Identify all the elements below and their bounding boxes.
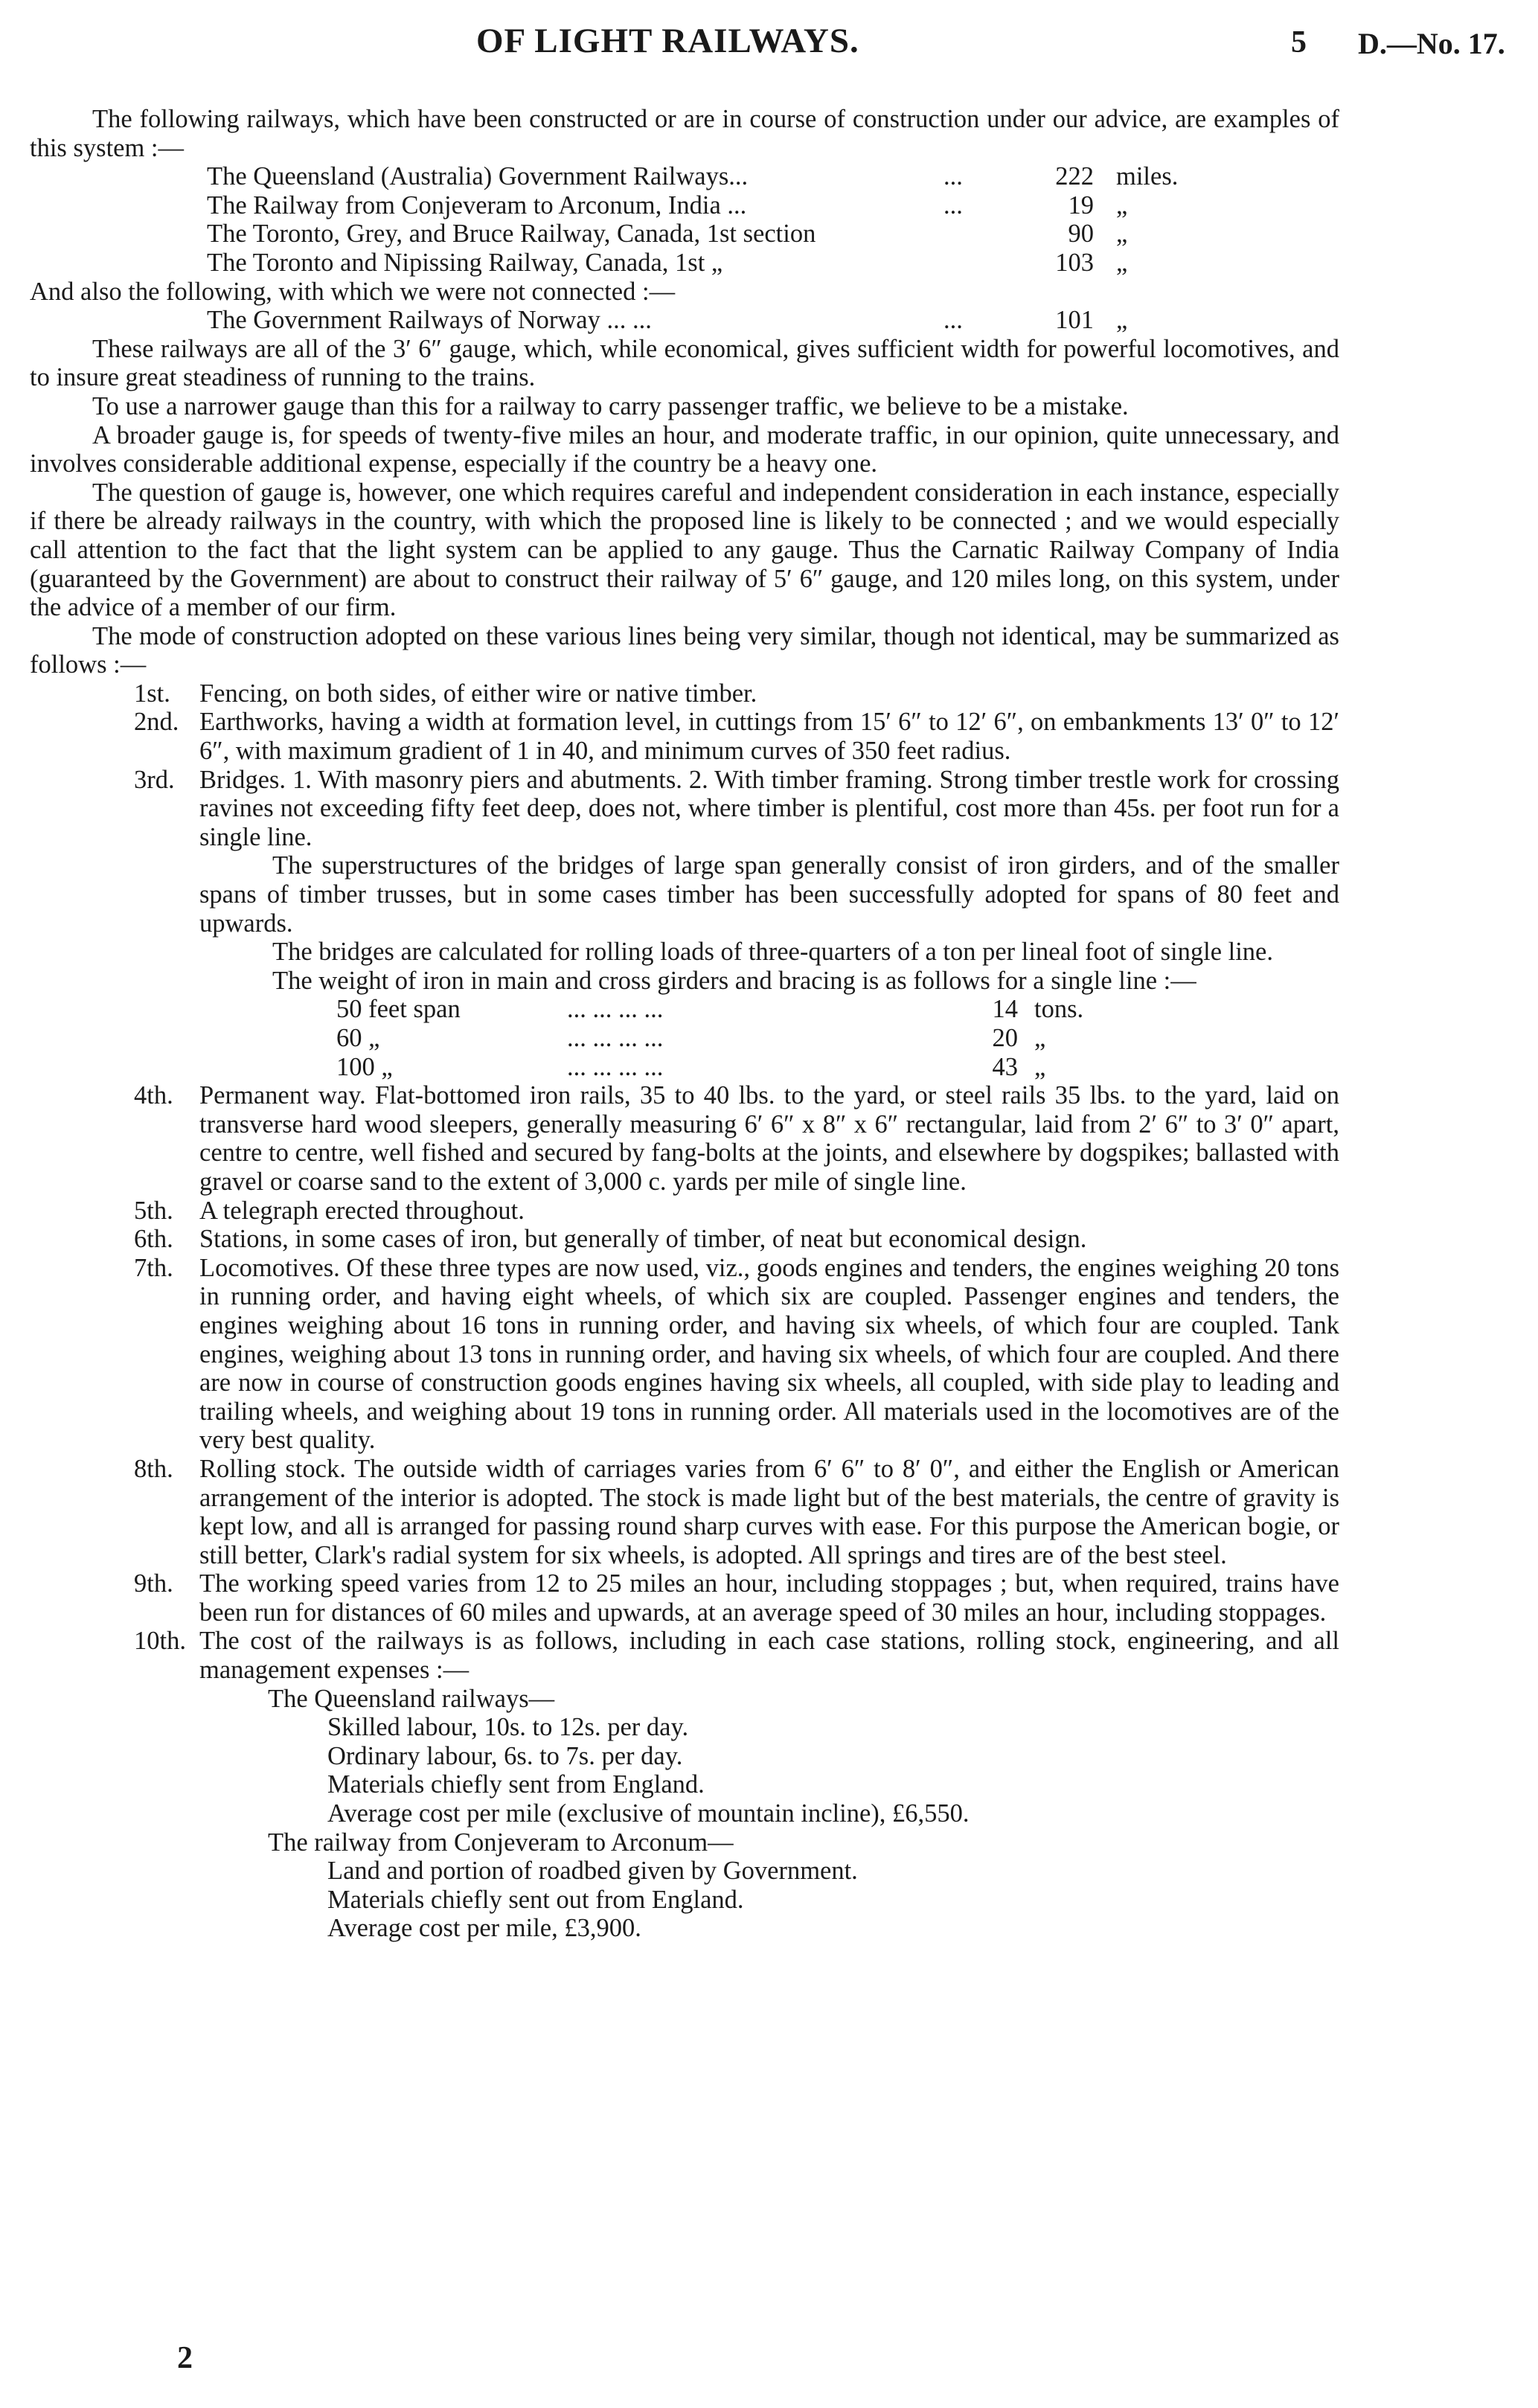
list-item	[30, 1254, 1339, 1455]
weight-unit: „	[1034, 1052, 1046, 1081]
list-item	[30, 1197, 1339, 1226]
railway-miles: 101	[1055, 306, 1094, 335]
railway-miles: 103	[1055, 248, 1094, 277]
span-length: 100 „	[336, 1052, 393, 1081]
cost-heading: The Queensland railways—	[268, 1684, 555, 1713]
railway-row	[30, 191, 1339, 220]
cost-line: Materials chiefly sent from England.	[327, 1770, 705, 1799]
list-item	[30, 679, 1339, 708]
item-text: A telegraph erected throughout.	[199, 1196, 525, 1225]
item-label: 6th.	[134, 1225, 173, 1254]
item-label: 8th.	[134, 1454, 173, 1483]
paragraph: The question of gauge is, however, one which requires careful and independent consideration in each instance, especially if there be already railways in the country, with which the proposed line is likely to be connected ; and we would especially call attention to the fact that the light system can be applied to any gauge. Thus the Carnatic Railway Company of India (guaranteed by the Government) are about to construct their railway of 5′ 6″ gauge, and 120 miles long, on this system, under the advice of a member of our firm.	[30, 478, 1339, 622]
railway-row	[30, 220, 1339, 249]
also-line: And also the following, with which we were not connected :—	[30, 277, 676, 306]
item-text: Rolling stock. The outside width of carriages varies from 6′ 6″ to 8′ 0″, and either the English or American arrangement of the interior is adopted. The stock is made light but of the best materials, the centre of gravity is kept low, and all is arranged for passing round sharp curves with ease. For this purpose the American bogie, or still better, Clark's radial system for six wheels, is adopted. All springs and tires are of the best steel.	[199, 1454, 1339, 1569]
list-item	[30, 766, 1339, 852]
cost-line: Ordinary labour, 6s. to 7s. per day.	[327, 1741, 683, 1770]
bridge-paragraph: The superstructures of the bridges of large span generally consist of iron girders, and of the smaller spans of timber trusses, but in some cases timber has been successfully adopted for spans of 80 feet and upwards.	[199, 851, 1339, 938]
railway-unit: „	[1116, 220, 1128, 249]
cost-heading: The railway from Conjeveram to Arconum—	[268, 1828, 734, 1857]
cost-line: Land and portion of roadbed given by Government.	[327, 1857, 858, 1886]
railway-leader: ...	[943, 306, 963, 335]
weight-tons: 43	[992, 1052, 1018, 1081]
span-length: 60 „	[336, 1024, 380, 1052]
railways-constructed-list	[30, 162, 1339, 277]
list-item	[30, 1455, 1339, 1569]
railway-name: The Toronto, Grey, and Bruce Railway, Canada, 1st section	[207, 220, 816, 249]
railway-unit: „	[1116, 306, 1128, 335]
item-text: Permanent way. Flat-bottomed iron rails, 35 to 40 lbs. to the yard, or steel rails 35 lbs. to the yard, laid on transverse hard wood sleepers, generally measuring 6′ 6″ x 8″ x 6″ rectangular, laid from 2′ 6″ to 3′ 0″ apart, centre to centre, well fished and secured by fang-bolts at the joints, and elsewhere by dogspikes; ballasted with gravel or coarse sand to the extent of 3,000 c. yards per mile of single line.	[199, 1081, 1339, 1196]
document-reference: D.—No. 17.	[1358, 27, 1505, 60]
cost-line: Average cost per mile, £3,900.	[327, 1914, 641, 1943]
paragraph: To use a narrower gauge than this for a railway to carry passenger traffic, we believe to be a mistake.	[92, 391, 1129, 420]
cost-line: Skilled labour, 10s. to 12s. per day.	[327, 1713, 689, 1742]
railway-miles: 222	[1055, 162, 1094, 191]
list-item	[30, 1569, 1339, 1627]
railway-name: The Toronto and Nipissing Railway, Canada, 1st „	[207, 248, 723, 277]
page-header	[0, 22, 1538, 64]
iron-weight-row	[30, 995, 1339, 1024]
cost-line: Materials chiefly sent out from England.	[327, 1885, 744, 1914]
item-text: The working speed varies from 12 to 25 miles an hour, including stoppages ; but, when required, trains have been run for distances of 60 miles and upwards, at an average speed of 30 miles an hour, including stoppages.	[199, 1569, 1339, 1627]
item-text: Earthworks, having a width at formation level, in cuttings from 15′ 6″ to 12′ 6″, on embankments 13′ 0″ to 12′ 6″, with maximum gradient of 1 in 40, and minimum curves of 350 feet radius.	[199, 708, 1339, 766]
page-body	[30, 105, 1339, 1943]
railway-miles: 19	[1068, 190, 1094, 220]
railway-unit: „	[1116, 190, 1128, 220]
item-label: 9th.	[134, 1569, 173, 1598]
bridge-paragraph: The weight of iron in main and cross girders and bracing is as follows for a single line :—	[272, 966, 1196, 995]
weight-tons: 20	[992, 1024, 1018, 1052]
item-label: 10th.	[134, 1627, 186, 1656]
railway-leader: ...	[943, 190, 963, 220]
cost-section	[30, 1685, 1339, 1943]
railway-unit: miles.	[1116, 162, 1179, 191]
weight-unit: tons.	[1034, 995, 1084, 1024]
item-label: 3rd.	[134, 765, 175, 794]
item-label: 5th.	[134, 1196, 173, 1225]
item-text: Locomotives. Of these three types are now used, viz., goods engines and tenders, the engines weighing 20 tons in running order, and having eight wheels, of which six are coupled. Passenger engines and tenders, the engines weighing about 16 tons in running order, and having six wheels, of which four are coupled. Tank engines, weighing about 13 tons in running order, and having six wheels, of which four are coupled. And there are now in course of construction goods engines having six wheels, all coupled, with side play to leading and trailing wheels, and weighing about 19 tons in running order. All materials used in the locomotives are of the very best quality.	[199, 1253, 1339, 1455]
railway-name: The Queensland (Australia) Government Railways...	[207, 162, 749, 191]
bridge-paragraph: The bridges are calculated for rolling loads of three-quarters of a ton per lineal foot of single line.	[272, 938, 1273, 967]
list-item	[30, 1081, 1339, 1196]
railway-miles: 90	[1068, 220, 1094, 249]
leader-dots: ... ... ... ...	[567, 1052, 664, 1081]
paragraph: A broader gauge is, for speeds of twenty-five miles an hour, and moderate traffic, in our opinion, quite unnecessary, and involves considerable additional expense, especially if the country be a heavy one.	[30, 420, 1339, 478]
paragraph: These railways are all of the 3′ 6″ gauge, which, while economical, gives sufficient width for powerful locomotives, and to insure great steadiness of running to the trains.	[30, 334, 1339, 392]
list-item	[30, 1225, 1339, 1254]
item-label: 2nd.	[134, 708, 179, 737]
paragraph: The mode of construction adopted on these various lines being very similar, though not identical, may be summarized as follows :—	[30, 621, 1339, 679]
item-text: Fencing, on both sides, of either wire or native timber.	[199, 679, 757, 708]
iron-weight-row	[30, 1024, 1339, 1053]
list-item	[30, 1627, 1339, 1684]
railway-name: The Railway from Conjeveram to Arconum, India ...	[207, 190, 747, 220]
iron-weight-row	[30, 1053, 1339, 1082]
railway-unit: „	[1116, 248, 1128, 277]
item-text: Stations, in some cases of iron, but generally of timber, of neat but economical design.	[199, 1225, 1087, 1254]
railway-leader: ...	[943, 162, 963, 191]
intro-paragraph: The following railways, which have been constructed or are in course of construction under our advice, are examples of this system :—	[30, 105, 1339, 162]
weight-unit: „	[1034, 1024, 1046, 1052]
leader-dots: ... ... ... ...	[567, 995, 664, 1024]
item-text: Bridges. 1. With masonry piers and abutments. 2. With timber framing. Strong timber trestle work for crossing ravines not exceeding fifty feet deep, does not, where timber is plentiful, cost more than 45s. per foot run for a single line.	[199, 765, 1339, 851]
item-label: 7th.	[134, 1253, 173, 1282]
iron-weight-table	[30, 995, 1339, 1081]
bridge-notes	[30, 851, 1339, 995]
railway-name: The Government Railways of Norway ... ...	[207, 306, 652, 335]
page-number: 5	[1291, 25, 1307, 60]
railway-row	[30, 306, 1339, 335]
list-item	[30, 708, 1339, 765]
item-label: 1st.	[134, 679, 170, 708]
running-title: OF LIGHT RAILWAYS.	[476, 22, 859, 60]
railway-row	[30, 162, 1339, 191]
weight-tons: 14	[992, 995, 1018, 1024]
signature-mark: 2	[177, 2341, 193, 2375]
item-label: 4th.	[134, 1081, 173, 1110]
cost-line: Average cost per mile (exclusive of mountain incline), £6,550.	[327, 1799, 970, 1828]
item-text: The cost of the railways is as follows, including in each case stations, rolling stock, engineering, and all management expenses :—	[199, 1627, 1339, 1685]
railway-row	[30, 249, 1339, 278]
leader-dots: ... ... ... ...	[567, 1024, 664, 1052]
span-length: 50 feet span	[336, 995, 461, 1024]
